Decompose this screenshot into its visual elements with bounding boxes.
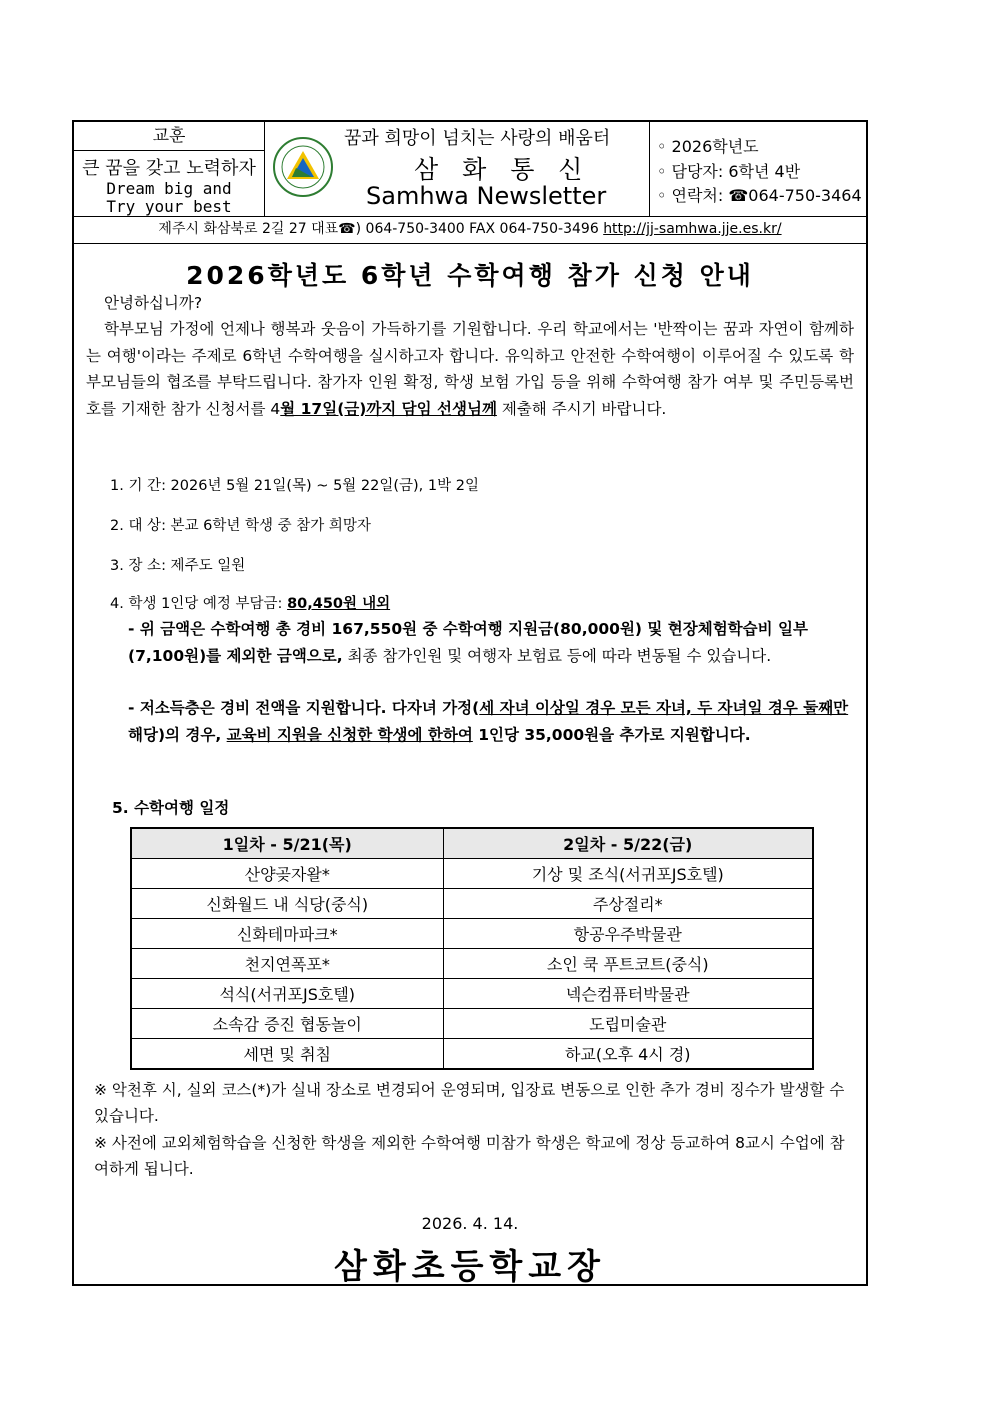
day2-cell: 넥슨컴퓨터박물관 [443,979,813,1009]
principal-signature: 삼화초등학교장 [334,1247,606,1287]
school-address-bar [74,216,866,244]
newsletter-title-english: Samhwa Newsletter [366,182,607,210]
cost-note-1-bold: - 위 금액은 수학여행 총 경비 167,550원 중 수학여행 지원금(80,000원) 및 현장체험학습비 일부(7,100원)를 제외한 금액으로, [128,620,808,665]
table-row [131,949,813,979]
cost-note-1 [128,616,852,669]
body-text-end: 제출해 주시기 바랍니다. [496,399,667,418]
cost-note-2-underline-1: 세 자녀 이상일 경우 모든 자녀, 두 자녀일 경우 둘째만 [479,699,849,717]
day1-cell: 천지연폭포* [131,949,443,979]
item-cost [110,592,390,613]
cost-note-2-a: - 저소득층은 경비 전액을 지원합니다. 다자녀 가정( [128,699,480,717]
day1-cell: 석식(서귀포JS호텔) [131,979,443,1009]
cost-note-1-rest: 최종 참가인원 및 여행자 보험료 등에 따라 변동될 수 있습니다. [342,646,772,665]
issue-date: 2026. 4. 14. [421,1214,519,1233]
cost-note-2 [128,695,852,748]
motto-english-line-1: Dream big and [106,179,232,198]
day1-cell: 신화테마파크* [131,919,443,949]
schedule-header-row [131,828,813,859]
cost-note-2-underline-2: 교육비 지원을 신청한 학생에 한하여 [226,725,473,744]
day1-cell: 세면 및 취침 [131,1039,443,1070]
deadline-text: 월 17일(금)까지 담임 선생님께 [280,399,497,418]
school-slogan: 꿈과 희망이 넘치는 사랑의 배움터 [344,128,611,149]
day1-cell: 신화월드 내 식당(중식) [131,889,443,919]
day2-cell: 주상절리* [443,889,813,919]
newsletter-title-korean: 삼 화 통 신 [414,155,591,184]
day1-cell: 산양곶자왈* [131,859,443,889]
table-row [131,889,813,919]
motto-title: 교훈 [74,122,264,151]
footnote-non-participants: ※ 사전에 교외체험학습을 신청한 학생을 제외한 수학여행 미참가 학생은 학교에 정상 등교하여 8교시 수업에 참여하게 됩니다. [94,1134,845,1178]
contact-info [649,122,866,216]
cost-value: 80,450원 내외 [287,596,391,612]
info-phone: ◦ 연락처: ☎064-750-3464 [657,186,862,205]
item-target: 2. 대 상: 본교 6학년 학생 중 참가 희망자 [110,518,371,534]
newsletter-masthead [264,122,650,216]
schedule-table [130,827,814,1070]
table-row [131,919,813,949]
info-year: ◦ 2026학년도 [657,137,759,156]
day1-cell: 소속감 증진 협동놀이 [131,1009,443,1039]
body-text: 학부모님 가정에 언제나 행복과 웃음이 가득하기를 기원합니다. 우리 학교에서는 '반짝이는 꿈과 자연이 함께하는 여행'이라는 주제로 6학년 수학여행을 실시하고자 합니다. 유익하고 안전한 수학여행이 이루어질 수 있도록 학부모님들의 협조를 부탁드립니다. 참가자 인원 확정, 학생 보험 가입 등을 위해 수학여행 참가 여부 및 주민등록번호를 기재한 참가 신청서를 4 [86,320,854,418]
day1-header: 1일차 - 5/21(목) [131,828,443,859]
greeting: 안녕하십니까? [104,294,203,312]
table-row [131,979,813,1009]
item-location: 3. 장 소: 제주도 일원 [110,558,246,574]
day2-cell: 기상 및 조식(서귀포JS호텔) [443,859,813,889]
info-person: ◦ 담당자: 6학년 4반 [657,162,801,181]
item-period: 1. 기 간: 2026년 5월 21일(목) ~ 5월 22일(금), 1박 2일 [110,478,479,494]
motto-english-line-2: Try your best [106,197,232,216]
day2-cell: 도립미술관 [443,1009,813,1039]
cost-label: 4. 학생 1인당 예정 부담금: [110,596,288,612]
day2-cell: 항공우주박물관 [443,919,813,949]
cost-note-2-b: 해당)의 경우, [128,725,227,744]
school-logo-icon [272,136,334,198]
document-title: 2026학년도 6학년 수학여행 참가 신청 안내 [186,261,754,290]
newsletter-page [72,120,868,1286]
day2-cell: 하교(오후 4시 경) [443,1039,813,1070]
cost-note-2-c: 1인당 35,000원을 추가로 지원합니다. [472,725,751,744]
school-address: 제주시 화삼북로 2길 27 대표☎) 064-750-3400 FAX 064-750-3496 [158,221,604,237]
school-motto [74,122,265,216]
newsletter-header [74,122,866,216]
table-row [131,1039,813,1070]
table-row [131,859,813,889]
day2-cell: 소인 쿡 푸트코트(중식) [443,949,813,979]
table-row [131,1009,813,1039]
item-schedule-heading: 5. 수학여행 일정 [112,799,230,817]
body-paragraph [86,316,854,422]
motto-korean: 큰 꿈을 갖고 노력하자 [82,158,256,179]
school-website-link[interactable]: http://jj-samhwa.jje.es.kr/ [603,221,782,237]
day2-header: 2일차 - 5/22(금) [443,828,813,859]
footnote-weather: ※ 악천후 시, 실외 코스(*)가 실내 장소로 변경되어 운영되며, 입장료 변동으로 인한 추가 경비 징수가 발생할 수 있습니다. [94,1081,845,1125]
